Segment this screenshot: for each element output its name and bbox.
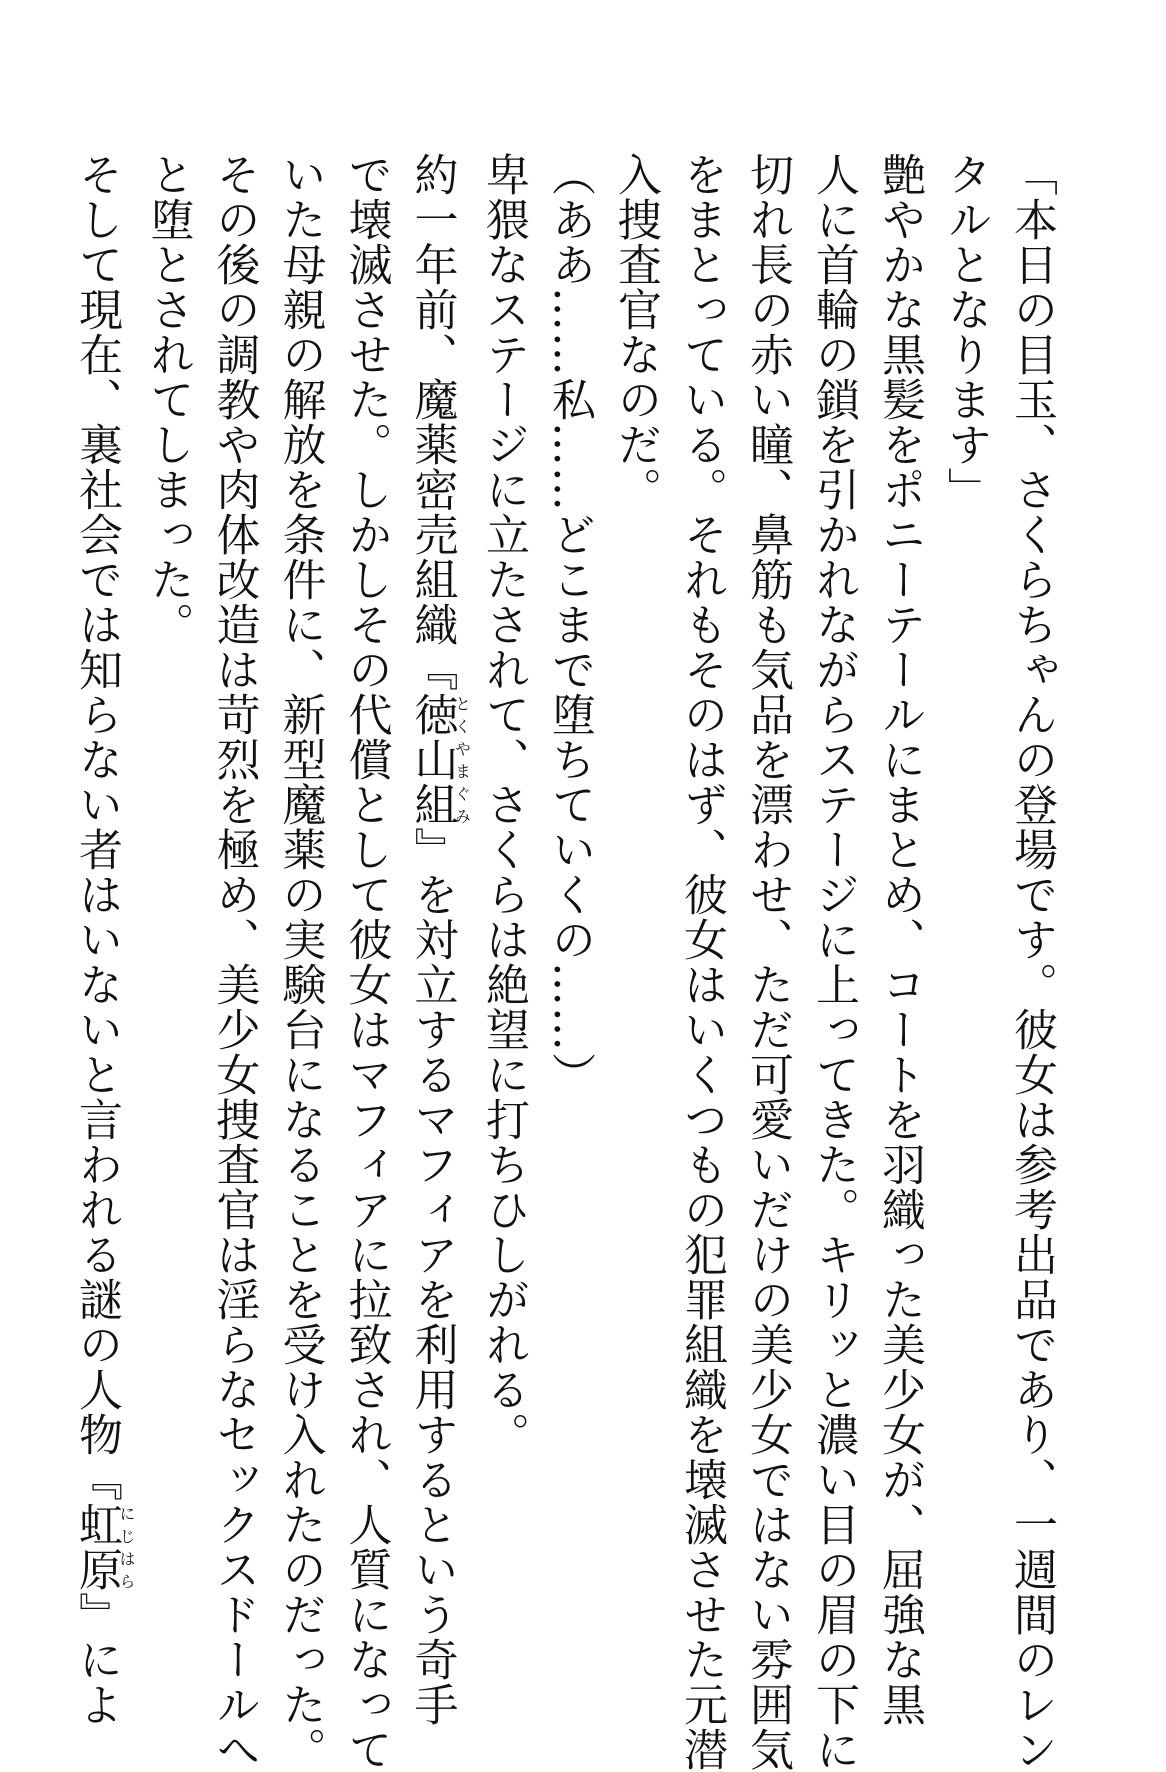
text-line: [932, 152, 998, 1592]
ruby-reading: にじはら: [117, 1502, 136, 1592]
text-line: [998, 152, 1064, 1772]
text-segment: 約一年前、魔薬密売組織『: [406, 152, 458, 692]
text-line: [800, 152, 866, 1772]
text-segment: と堕とされてしまった。: [142, 152, 194, 647]
text-line: [602, 152, 668, 1592]
ruby-base: 虹原: [71, 1502, 122, 1592]
text-line: [734, 152, 800, 1772]
text-segment: 入捜査官なのだ。: [610, 152, 661, 512]
text-segment: 艶やかな黒髪をポニーテールにまとめ、コートを羽織った美少女が、屈強な黒: [874, 152, 925, 1727]
text-segment: 卑猥なステージに立たされて、さくらは絶望に打ちひしがれる。: [478, 152, 529, 1457]
text-line: [63, 152, 136, 1727]
text-segment: 人に首輪の鎖を引かれながらステージに上ってきた。キリッと濃い目の眉の下に: [808, 152, 859, 1772]
text-line: [135, 152, 201, 1592]
ruby-base: 徳山組: [406, 692, 458, 827]
text-segment: 』によ: [71, 1592, 122, 1727]
text-line: [866, 152, 932, 1727]
text-line: [668, 152, 734, 1772]
text-line: [201, 152, 267, 1772]
text-line: [267, 152, 333, 1772]
text-segment: 』を対立するマフィアを利用するという奇手: [406, 827, 458, 1727]
text-segment: そして現在、裏社会では知らない者はいないと言われる謎の人物『: [71, 152, 122, 1502]
ruby-nijihara: [71, 1502, 136, 1592]
text-segment: 「本日の目玉、さくらちゃんの登場です。彼女は参考出品であり、一週間のレン: [1006, 152, 1057, 1772]
text-segment: （ああ……私……どこまで堕ちていくの……）: [544, 152, 595, 1097]
text-segment: その後の調教や肉体改造は苛烈を極め、美少女捜査官は淫らなセックスドールへ: [208, 152, 260, 1772]
text-line: [333, 152, 399, 1772]
ruby-reading: とくやまぐみ: [452, 692, 472, 827]
ruby-tokuyama: [406, 692, 472, 827]
text-segment: タルとなります」: [940, 152, 991, 512]
text-line: [536, 152, 602, 1592]
text-segment: で壊滅させた。しかしその代償として彼女はマフィアに拉致され、人質になって: [340, 152, 392, 1772]
text-segment: をまとっている。それもそのはず、彼女はいくつもの犯罪組織を壊滅させた元潜: [676, 152, 727, 1772]
body-text: [64, 152, 1064, 1772]
text-line: [399, 152, 472, 1727]
text-segment: 切れ長の赤い瞳、鼻筋も気品を漂わせ、ただ可愛いだけの美少女ではない雰囲気: [742, 152, 793, 1772]
text-segment: いた母親の解放を条件に、新型魔薬の実験台になることを受け入れたのだった。: [274, 152, 326, 1772]
text-line: [470, 152, 536, 1592]
